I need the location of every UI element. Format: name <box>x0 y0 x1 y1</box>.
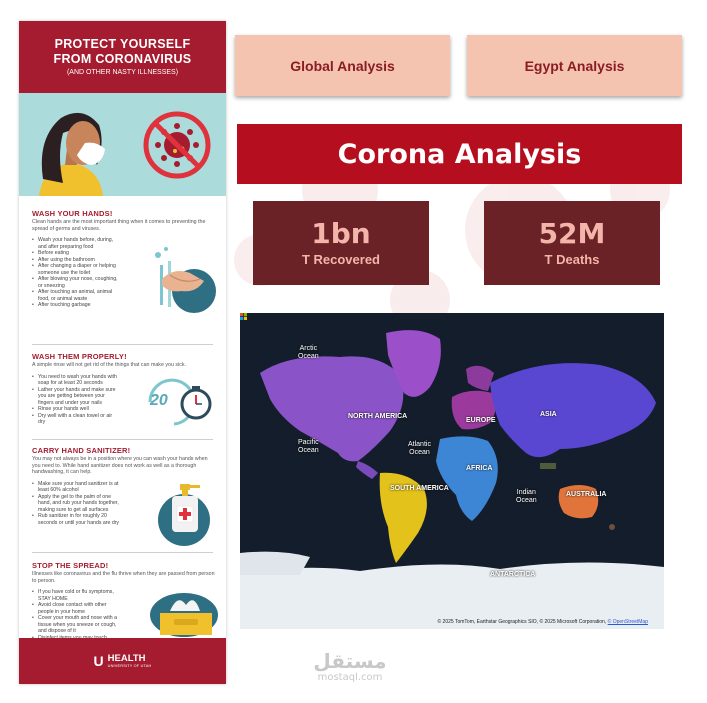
kpi-card-recovered <box>253 201 429 285</box>
footer-brand-name: HEALTH <box>107 652 146 664</box>
openstreetmap-link[interactable]: © OpenStreetMap <box>607 619 648 625</box>
list-item: • If you have cold or flu symptoms, STAY HOME <box>32 589 120 602</box>
mostaql-watermark <box>300 650 400 684</box>
australia-label: AUSTRALIA <box>566 491 607 498</box>
list-item: • Before eating <box>32 250 120 257</box>
section-list <box>32 374 120 426</box>
south-america-label: SOUTH AMERICA <box>390 485 449 492</box>
antarctica-label: ANTARCTICA <box>490 571 536 578</box>
dashboard-title: Corona Analysis <box>237 124 682 184</box>
indian-ocean-label: Indian Ocean <box>516 489 537 504</box>
pacific-ocean-label: Pacific Ocean <box>298 439 319 454</box>
egypt-analysis-button[interactable]: Egypt Analysis <box>467 35 682 96</box>
world-map-visual[interactable] <box>240 313 664 629</box>
section-list <box>32 237 120 309</box>
map-attribution <box>437 619 648 625</box>
section-description: You may not always be in a position where you can wash your hands when you need to. While hand sanitizer does not work as well as a thorough handwashing, it can help. <box>32 456 208 476</box>
asia-label: ASIA <box>540 411 557 418</box>
section-heading: CARRY HAND SANITIZER! <box>32 446 131 455</box>
section-heading: WASH THEM PROPERLY! <box>32 352 127 361</box>
europe-label: EUROPE <box>466 417 496 424</box>
watermark-latin: mostaql.com <box>317 672 383 683</box>
list-item: • After touching garbage <box>32 302 120 309</box>
list-item: • Apply the gel to the palm of one hand, and rub your hands together, making sure to get all surfaces <box>32 494 120 514</box>
infographic-hero-illustration <box>19 93 226 196</box>
north-america-label: NORTH AMERICA <box>348 413 408 420</box>
list-item: • Dry well with a clean towel or air dry <box>32 413 120 426</box>
infographic-subtitle: (AND OTHER NASTY ILLNESSES) <box>66 69 179 76</box>
microsoft-logo-icon <box>240 313 247 320</box>
section-heading: WASH YOUR HANDS! <box>32 209 113 218</box>
asia-region[interactable] <box>490 363 656 457</box>
global-analysis-button[interactable]: Global Analysis <box>235 35 450 96</box>
hand-sanitizer-icon <box>144 482 216 546</box>
section-list <box>32 589 120 641</box>
handwashing-icon <box>144 245 216 315</box>
section-heading: STOP THE SPREAD! <box>32 561 109 570</box>
list-item: • After changing a diaper or helping someone use the toilet <box>32 263 120 276</box>
kpi-card-deaths <box>484 201 660 285</box>
africa-label: AFRICA <box>466 465 493 472</box>
arctic-ocean-label: Arctic Ocean <box>298 345 319 360</box>
africa-region[interactable] <box>436 436 498 521</box>
tissue-box-icon <box>144 589 220 641</box>
section-description: Illnesses like coronavirus and the flu thrive when they are passed from person to person. <box>32 571 215 584</box>
carry-hand-sanitizer-section <box>32 446 217 526</box>
section-description: A simple rinse will not get rid of the things that can make you sick. <box>32 362 186 368</box>
stop-the-spread-section <box>32 561 217 641</box>
kpi-label: T Deaths <box>544 252 600 267</box>
kpi-value: 52M <box>538 217 606 250</box>
list-item: • Rinse your hands well <box>32 406 120 413</box>
north-america-region[interactable] <box>260 356 403 461</box>
australia-region[interactable] <box>559 485 599 518</box>
timer-number: 20 <box>150 392 168 409</box>
section-divider <box>32 344 213 345</box>
coronavirus-infographic <box>19 21 226 684</box>
section-description: Clean hands are the most important thing when it comes to preventing the spread of germs and viruses. <box>32 219 206 232</box>
list-item: • After touching an animal, animal food, or animal waste <box>32 289 120 302</box>
kpi-label: T Recovered <box>301 252 381 267</box>
infographic-title: PROTECT YOURSELF FROM CORONAVIRUS <box>53 37 192 66</box>
list-item: • Wash your hands before, during, and after preparing food <box>32 237 120 250</box>
list-item: • After blowing your nose, coughing, or sneezing <box>32 276 120 289</box>
list-item: • Lather your hands and make sure you are getting between your fingers and under your nails <box>32 387 120 407</box>
university-logo: U <box>93 653 104 669</box>
section-list <box>32 481 120 527</box>
infographic-header <box>19 21 226 93</box>
list-item: • Avoid close contact with other people in your home <box>32 602 120 615</box>
list-item: • After using the bathroom <box>32 257 120 264</box>
atlantic-ocean-label: Atlantic Ocean <box>408 441 431 456</box>
list-item: • Rub sanitizer in for roughly 20 seconds or until your hands are dry <box>32 513 120 526</box>
wash-them-properly-section <box>32 352 217 426</box>
infographic-footer <box>19 638 226 684</box>
watermark-arabic: مستقل <box>313 649 387 673</box>
section-divider <box>32 552 213 553</box>
list-item: • Cover your mouth and nose with a tissue when you sneeze or cough, and dispose of it <box>32 615 120 635</box>
wash-your-hands-section <box>32 209 217 309</box>
footer-brand-subtitle: UNIVERSITY OF UTAH <box>107 663 152 668</box>
list-item: • You need to wash your hands with soap for at least 20 seconds <box>32 374 120 387</box>
list-item: • Make sure your hand sanitizer is at least 60% alcohol <box>32 481 120 494</box>
section-divider <box>32 439 213 440</box>
map-attribution-text: © 2025 TomTom, Earthstar Geographics SIO, © 2025 Microsoft Corporation, <box>437 619 607 625</box>
kpi-value: 1bn <box>311 217 371 250</box>
woman-with-mask-illustration <box>19 93 226 196</box>
